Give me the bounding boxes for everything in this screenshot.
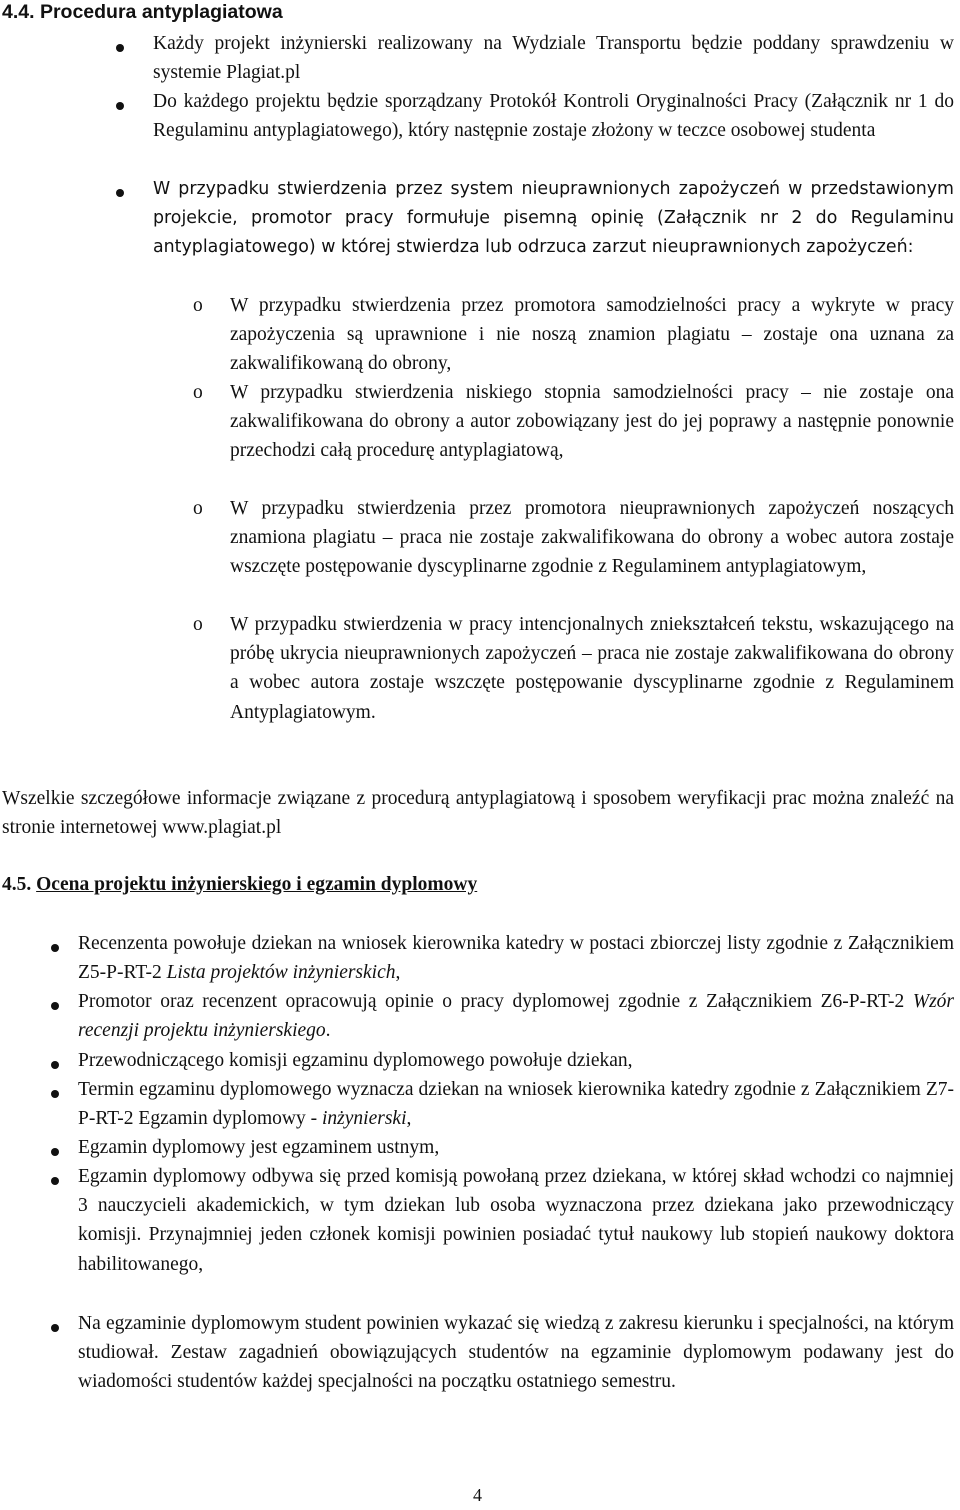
page-number: 4: [473, 1485, 482, 1505]
list-item: Egzamin dyplomowy jest egzaminem ustnym,: [78, 1137, 440, 1158]
section-title: Ocena projektu inżynierskiego i egzamin dyplomowy: [36, 874, 478, 895]
bullet-icon: [116, 189, 124, 197]
list-item: W przypadku stwierdzenia przez system nieuprawnionych zapożyczeń w przedstawionym projekcie, promotor pracy formułuje pisemną opinię (Załącznik nr 2 do Regulaminu antyplagiatowego) w której stwierdza lub odrzuca zarzut nieuprawnionych zapożyczeń:: [153, 179, 954, 258]
sub-bullet-icon: o: [193, 614, 203, 635]
plagiat-note-paragraph: Wszelkie szczegółowe informacje związane z procedurą antyplagiatową i sposobem weryfikacji prac można znaleźć na stronie internetowej www.plagiat.pl: [2, 788, 954, 839]
bullet-icon: [116, 44, 124, 52]
bullet-icon: [51, 944, 59, 952]
sub-list-item: W przypadku stwierdzenia przez promotora samodzielności pracy a wykryte w pracy zapożyczenia są uprawnione i nie noszą znamion plagiatu – zostaje ona uznana za zakwalifikowaną do obrony,: [230, 295, 954, 375]
sub-bullet-icon: o: [193, 382, 203, 403]
list-item: Do każdego projektu będzie sporządzany Protokół Kontroli Oryginalności Pracy (Załącznik nr 1 do Regulaminu antyplagiatowego), który następnie zostaje złożony w teczce osobowej studenta: [153, 91, 954, 142]
list-item: Na egzaminie dyplomowym student powinien wykazać się wiedzą z zakresu kierunku i specjalności, na którym studiował. Zestaw zagadnień obowiązujących studentów na egzaminie dyplomowym podawany jest do wiadomości studentów każdej specjalności na początku ostatniego semestru.: [78, 1313, 954, 1393]
list-item: Przewodniczącego komisji egzaminu dyplomowego powołuje dziekan,: [78, 1050, 633, 1071]
section-number: 4.5.: [2, 874, 32, 895]
list-item: Termin egzaminu dyplomowego wyznacza dziekan na wniosek kierownika katedry zgodnie z Załącznikiem Z7-P-RT-2 Egzamin dyplomowy - inżynierski,: [78, 1079, 954, 1130]
list-item: Recenzenta powołuje dziekan na wniosek kierownika katedry w postaci zbiorczej listy zgodnie z Załącznikiem Z5-P-RT-2 Lista projektów inżynierskich,: [78, 933, 954, 984]
list-item: Egzamin dyplomowy odbywa się przed komisją powołaną przez dziekana, w której skład wchodzi co najmniej 3 nauczycieli akademickich, w tym dziekan lub osoba wyznaczona przez dziekana jako przewodniczący komisji. Przynajmniej jeden członek komisji powinien posiadać tytuł naukowy lub stopień naukowy doktora habilitowanego,: [78, 1166, 954, 1275]
list-item: Promotor oraz recenzent opracowują opinie o pracy dyplomowej zgodnie z Załącznikiem Z6-P-RT-2 Wzór recenzji projektu inżynierskiego.: [78, 991, 954, 1042]
bullet-icon: [51, 1324, 59, 1332]
list-item: Każdy projekt inżynierski realizowany na Wydziale Transportu będzie poddany sprawdzeniu w systemie Plagiat.pl: [153, 33, 954, 84]
sub-bullet-icon: o: [193, 295, 203, 316]
sub-list-item: W przypadku stwierdzenia niskiego stopnia samodzielności pracy – nie zostaje ona zakwalifikowana do obrony a autor zobowiązany jest do jej poprawy a następnie ponownie przechodzi całą procedurę antyplagiatową,: [230, 382, 954, 462]
section-heading-4-5: [2, 870, 477, 899]
sub-list-item: W przypadku stwierdzenia w pracy intencjonalnych zniekształceń tekstu, wskazującego na próbę ukrycia nieuprawnionych zapożyczeń – praca nie zostaje zakwalifikowana do obrony a wobec autora zostaje wszczęte postępowanie dyscyplinarne zgodnie z Regulaminem Antyplagiatowym.: [230, 614, 954, 723]
bullet-icon: [51, 1061, 59, 1069]
bullet-icon: [51, 1177, 59, 1185]
sub-list-item: W przypadku stwierdzenia przez promotora nieuprawnionych zapożyczeń noszących znamiona plagiatu – praca nie zostaje zakwalifikowana do obrony a wobec autora zostaje wszczęte postępowanie dyscyplinarne zgodnie z Regulaminem antyplagiatowym,: [230, 498, 954, 578]
bullet-icon: [51, 1148, 59, 1156]
bullet-icon: [51, 1090, 59, 1098]
section-heading-4-4: 4.4. Procedura antyplagiatowa: [2, 1, 283, 23]
bullet-icon: [116, 102, 124, 110]
bullet-icon: [51, 1002, 59, 1010]
sub-bullet-icon: o: [193, 498, 203, 519]
